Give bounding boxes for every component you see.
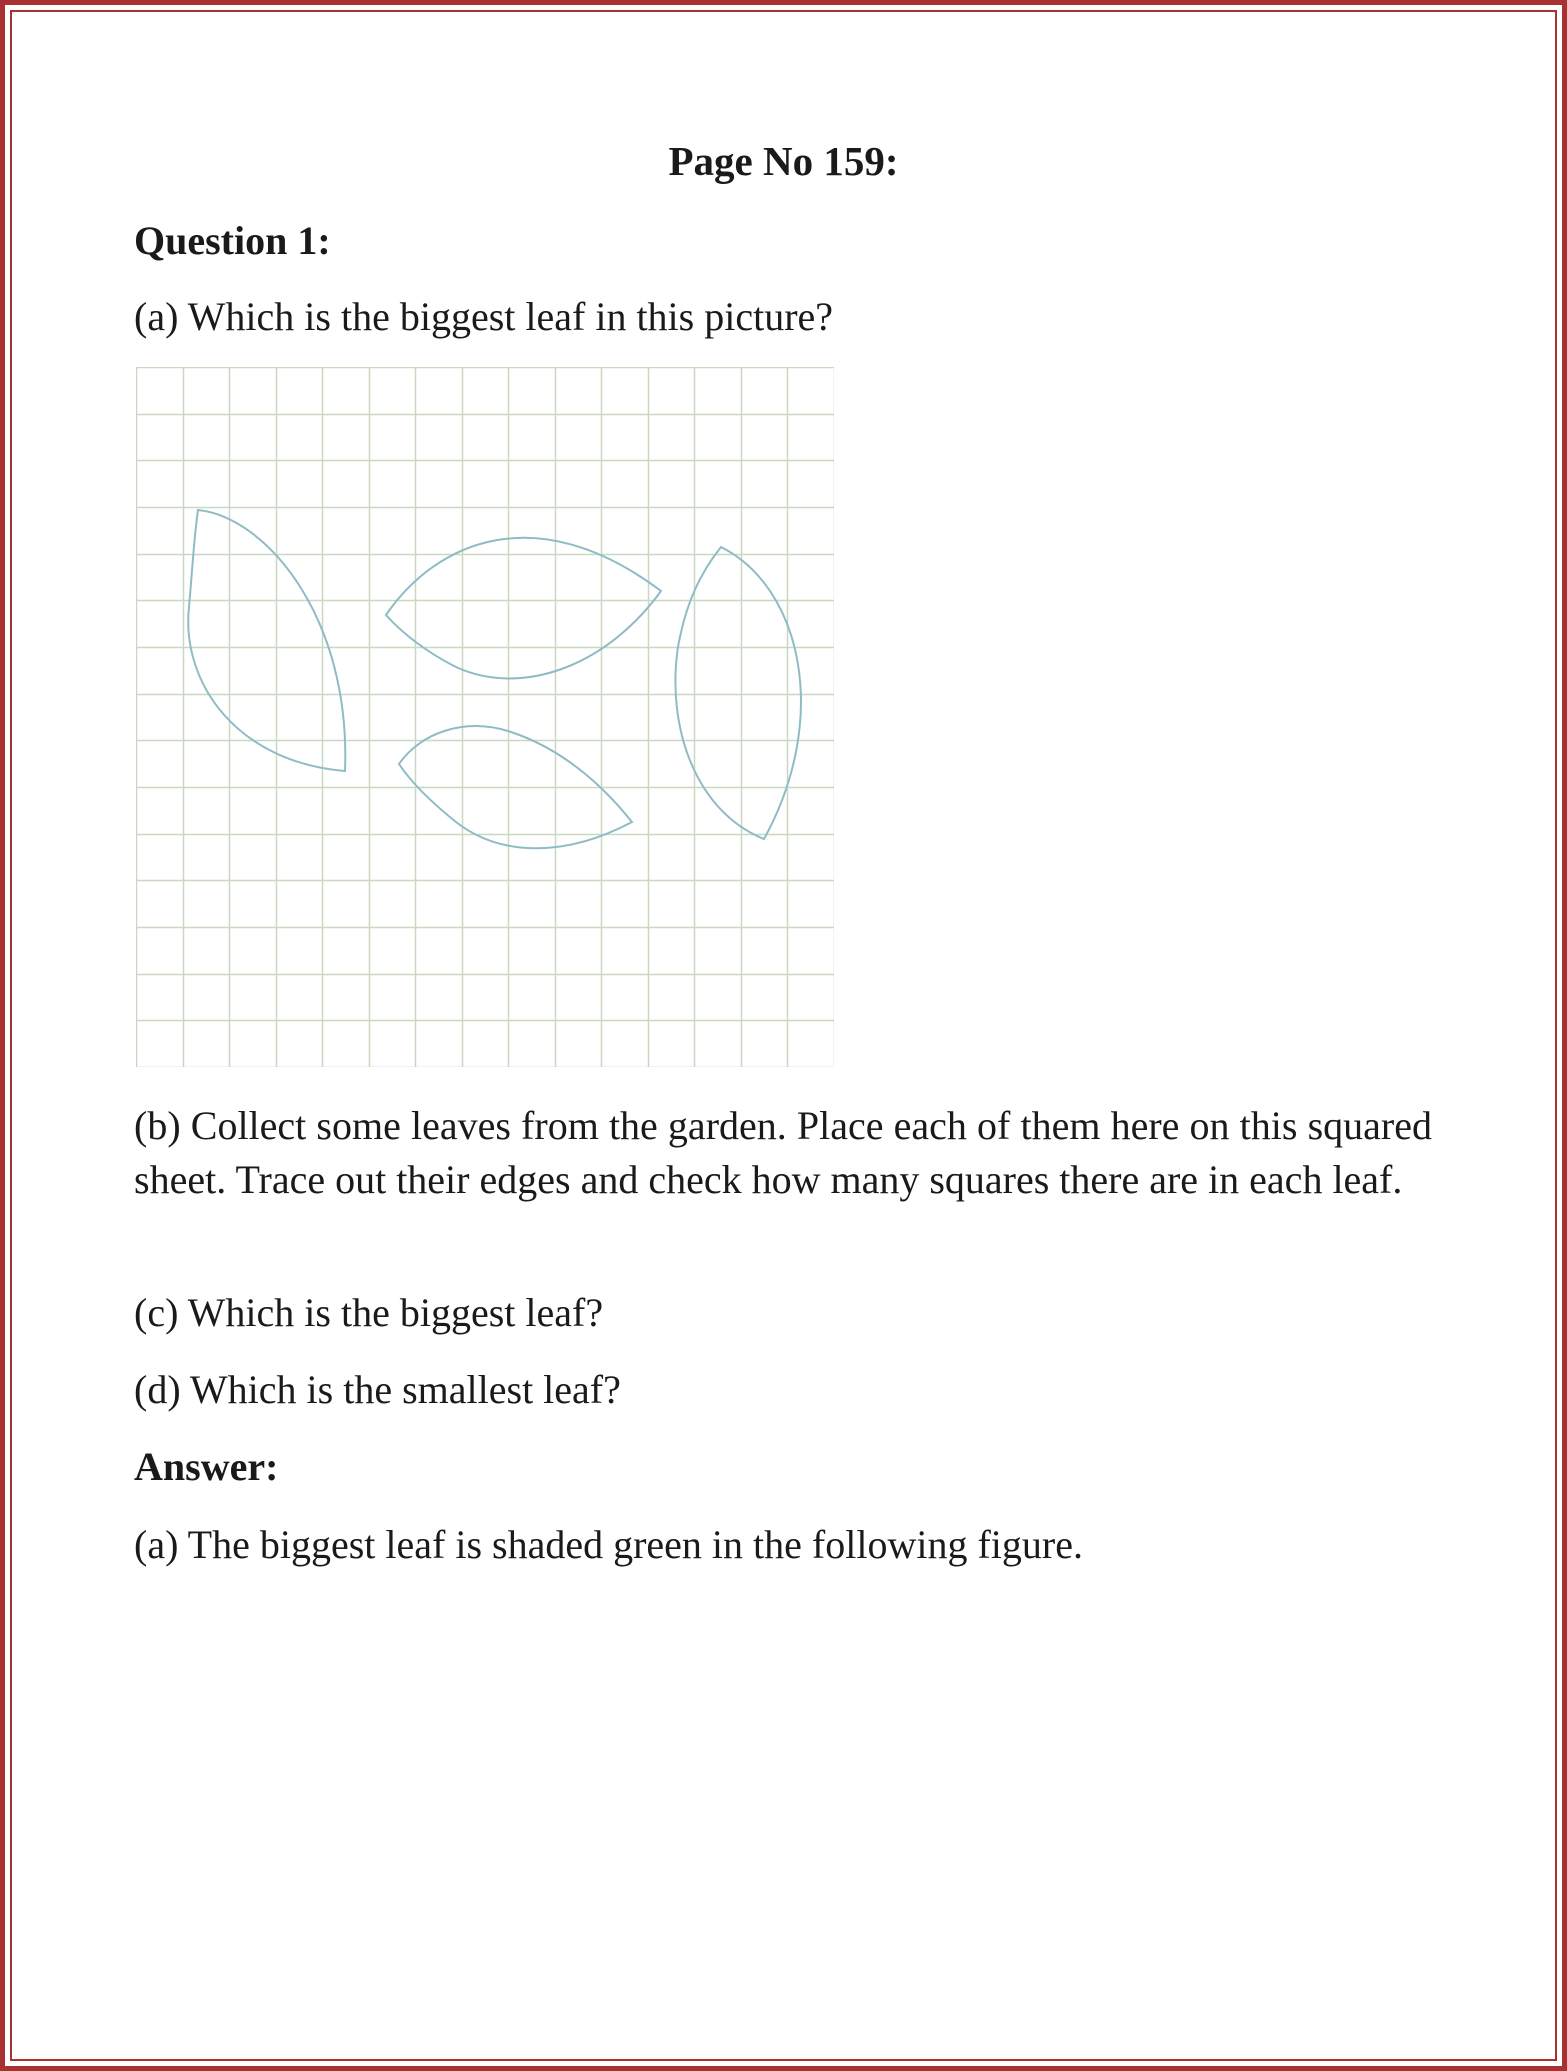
answer-heading: Answer: (134, 1444, 279, 1489)
page-number-heading: Page No 159: (668, 138, 899, 184)
question-b-text: (b) Collect some leaves from the garden. Place each of them here on this squared sheet. Trace out their edges and check how many squares there are in each leaf. (134, 1103, 1432, 1202)
question-d-text: (d) Which is the smallest leaf? (134, 1367, 621, 1412)
grid-background (136, 367, 834, 1067)
question-heading: Question 1: (134, 218, 331, 263)
answer-a-text: (a) The biggest leaf is shaded green in the following figure. (134, 1522, 1083, 1567)
question-c-text: (c) Which is the biggest leaf? (134, 1290, 604, 1335)
leaf-grid-figure (136, 367, 834, 1067)
question-a-text: (a) Which is the biggest leaf in this picture? (134, 294, 834, 339)
